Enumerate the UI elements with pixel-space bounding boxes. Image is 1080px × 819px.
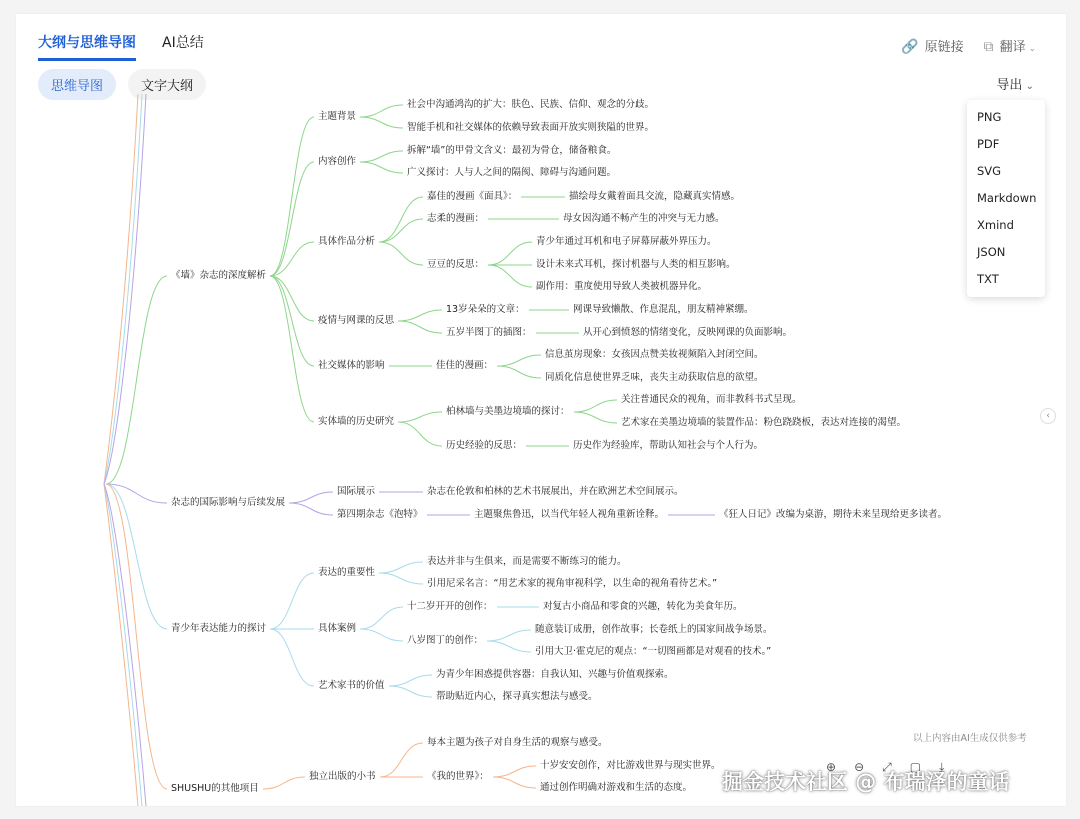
mindmap-node[interactable]: 具体作品分析 [318, 236, 376, 247]
mindmap-node[interactable]: 通过创作明确对游戏和生活的态度。 [540, 782, 693, 793]
mindmap-node[interactable]: 第四期杂志《泡特》 [337, 509, 423, 520]
mindmap-node[interactable]: 杂志在伦敦和柏林的艺术书展展出，并在欧洲艺术空间展示。 [427, 486, 684, 497]
mindmap-connector [289, 492, 333, 503]
mindmap-node[interactable]: 社会中沟通鸿沟的扩大：肤色、民族、信仰、观念的分歧。 [407, 99, 655, 110]
mindmap-node[interactable]: 广义探讨：人与人之间的隔阂、障碍与沟通问题。 [407, 167, 617, 178]
mindmap-node[interactable]: 艺术家在美墨边境墙的装置作品：粉色跷跷板，表达对连接的渴望。 [621, 417, 907, 428]
mindmap-node[interactable]: 嘉佳的漫画《面具》： [427, 191, 518, 202]
mindmap-connector [379, 562, 423, 573]
mindmap-connector [497, 366, 541, 378]
tab-outline-mindmap[interactable]: 大纲与思维导图 [38, 32, 136, 61]
mindmap-connector [270, 276, 314, 321]
mindmap-node[interactable]: 引用大卫·霍克尼的观点：“一切图画都是对观看的技术。” [535, 646, 772, 657]
original-link-button[interactable]: 🔗 原链接 [901, 39, 964, 55]
chevron-down-icon: ⌄ [1025, 44, 1036, 54]
mindmap-connector [106, 484, 167, 629]
main-panel [16, 14, 1066, 806]
mindmap-connector [360, 629, 403, 641]
mindmap-connector [270, 276, 314, 366]
mindmap-node[interactable]: 描绘母女戴着面具交流，隐藏真实情感。 [569, 191, 741, 202]
mindmap-connector [493, 766, 536, 777]
mindmap-connector [380, 743, 423, 777]
mindmap-node[interactable]: 表达的重要性 [318, 567, 376, 578]
zoom-out-icon[interactable]: ⊖ [854, 760, 865, 774]
mindmap-connector [270, 117, 314, 276]
mindmap-connector [398, 310, 442, 321]
collapse-panel-icon[interactable]: ‹ [1040, 408, 1056, 424]
fit-icon[interactable]: ▢ [909, 760, 922, 774]
mindmap-node[interactable]: 佳佳的漫画： [436, 360, 494, 371]
export-button[interactable]: 导出 ⌄ [996, 78, 1034, 93]
mindmap-node[interactable]: 具体案例 [318, 623, 357, 634]
mindmap-node[interactable]: 艺术家书的价值 [318, 680, 385, 691]
mindmap-node[interactable]: 历史经验的反思： [446, 440, 523, 451]
mindmap-connector [379, 573, 423, 584]
mindmap-node[interactable]: 五岁半图丁的插图： [446, 327, 532, 338]
mindmap-canvas[interactable] [16, 14, 1066, 806]
mindmap-connector [398, 412, 442, 422]
mindmap-node[interactable]: 国际展示 [337, 486, 376, 497]
mindmap-connector [493, 777, 536, 788]
translate-icon: ⧉ [983, 39, 994, 55]
watermark: 掘金技术社区 @ 布瑞泽的童话 [722, 770, 1010, 794]
mindmap-node[interactable]: 主题背景 [318, 111, 357, 122]
fullscreen-icon[interactable]: ⤢ [882, 760, 892, 774]
translate-button[interactable]: ⧉ 翻译 ⌄ [983, 39, 1036, 55]
mindmap-node[interactable]: 十二岁开开的创作： [407, 601, 493, 612]
mindmap-node[interactable]: 表达并非与生俱来，而是需要不断练习的能力。 [427, 556, 627, 567]
mindmap-node[interactable]: 智能手机和社交媒体的依赖导致表面开放实则狭隘的世界。 [407, 122, 655, 133]
mindmap-node[interactable]: 每本主题为孩子对自身生活的观察与感受。 [427, 737, 608, 748]
mindmap-node[interactable]: 设计未来式耳机，探讨机器与人类的相互影响。 [536, 259, 736, 270]
mindmap-node[interactable]: 豆豆的反思： [427, 259, 485, 270]
export-option-xmind[interactable]: Xmind [977, 218, 1014, 232]
chevron-down-icon: ⌄ [1022, 81, 1034, 92]
mindmap-node[interactable]: 关注普通民众的视角，而非教科书式呈现。 [621, 394, 802, 405]
mindmap-connector [263, 777, 305, 789]
mindmap-connector [488, 242, 532, 265]
tab-mindmap[interactable]: 思维导图 [38, 69, 116, 100]
mindmap-connector [487, 630, 531, 641]
mindmap-connector [289, 503, 333, 515]
mindmap-node[interactable]: 八岁图丁的创作： [407, 635, 484, 646]
mindmap-node[interactable]: 杂志的国际影响与后续发展 [171, 497, 286, 508]
ai-disclaimer: 以上内容由AI生成仅供参考 [913, 733, 1027, 744]
mindmap-connector [487, 641, 531, 652]
mindmap-node[interactable]: 《我的世界》： [427, 771, 489, 782]
export-menu [967, 100, 1045, 297]
mindmap-node[interactable]: 为青少年困惑提供容器：自我认知、兴趣与价值观探索。 [436, 669, 674, 680]
mindmap-connector [360, 105, 403, 117]
mindmap-trunk-line [104, 94, 138, 806]
tab-ai-summary[interactable]: AI总结 [162, 35, 204, 51]
mindmap-node[interactable]: 主题聚焦鲁迅，以当代年轻人视角重新诠释。 [474, 509, 665, 520]
zoom-in-icon[interactable]: ⊕ [826, 760, 837, 774]
export-option-json[interactable]: JSON [977, 245, 1006, 259]
mindmap-node[interactable]: 《狂人日记》改编为桌游，期待未来呈现给更多读者。 [719, 509, 948, 520]
mindmap-node[interactable]: 13岁朵朵的文章： [446, 304, 525, 315]
mindmap-node[interactable]: 实体墙的历史研究 [318, 416, 395, 427]
mindmap-connector [106, 484, 167, 503]
mindmap-node[interactable]: 社交媒体的影响 [318, 360, 385, 371]
mindmap-node[interactable]: 同质化信息使世界乏味，丧失主动获取信息的欲望。 [545, 372, 764, 383]
mindmap-connector [488, 265, 532, 287]
mindmap-node[interactable]: 信息茧房现象：女孩因点赞美妆视频陷入封闭空间。 [545, 349, 764, 360]
mindmap-node[interactable]: 从开心到愤怒的情绪变化，反映网课的负面影响。 [583, 327, 793, 338]
tab-text-outline[interactable]: 文字大纲 [128, 69, 206, 100]
mindmap-node[interactable]: 十岁安安创作，对比游戏世界与现实世界。 [540, 760, 721, 771]
mindmap-node[interactable]: 疫情与网课的反思 [318, 315, 395, 326]
mindmap-node[interactable]: SHUSHU的其他项目 [171, 783, 259, 794]
mindmap-node[interactable]: 母女因沟通不畅产生的冲突与无力感。 [563, 213, 725, 224]
mindmap-node[interactable]: 内容创作 [318, 156, 357, 167]
download-icon[interactable]: ⤓ [939, 760, 945, 774]
mindmap-connector [389, 686, 432, 697]
mindmap-connector [574, 412, 617, 423]
mindmap-connector [360, 607, 403, 629]
mindmap-connector [379, 242, 423, 265]
mindmap-connector [106, 276, 167, 484]
mindmap-node[interactable]: 志柔的漫画： [427, 213, 485, 224]
export-option-svg[interactable]: SVG [977, 164, 1002, 178]
mindmap-node[interactable]: 对复古小商品和零食的兴趣，转化为美食年历。 [543, 601, 743, 612]
export-option-markdown[interactable]: Markdown [977, 191, 1037, 205]
mindmap-connector [497, 355, 541, 366]
mindmap-connector [379, 219, 423, 242]
export-option-txt[interactable]: TXT [977, 272, 999, 286]
mindmap-connector [389, 675, 432, 686]
mindmap-node[interactable]: 柏林墙与美墨边境墙的探讨： [446, 406, 570, 417]
mindmap-node[interactable]: 历史作为经验库，帮助认知社会与个人行为。 [573, 440, 764, 451]
link-icon: 🔗 [901, 39, 919, 55]
mindmap-connector [270, 573, 314, 629]
mindmap-node[interactable]: 随意装订成册，创作故事；长卷纸上的国家间战争场景。 [535, 624, 773, 635]
mindmap-node[interactable]: 网课导致懒散、作息混乱，朋友精神紧绷。 [573, 304, 754, 315]
mindmap-node[interactable]: 拆解“墙”的甲骨文含义：最初为骨仓，储备粮食。 [407, 145, 617, 156]
mindmap-node[interactable]: 青少年通过耳机和电子屏幕屏蔽外界压力。 [536, 236, 717, 247]
mindmap-connector [398, 422, 442, 446]
mindmap-connector [360, 117, 403, 128]
mindmap-connector [574, 400, 617, 412]
mindmap-connector [270, 629, 314, 686]
mindmap-node[interactable]: 引用尼采名言：“用艺术家的视角审视科学，以生命的视角看待艺术。” [427, 578, 718, 589]
mindmap-connector [398, 321, 442, 333]
mindmap-connector [360, 162, 403, 173]
mindmap-node[interactable]: 青少年表达能力的探讨 [171, 623, 267, 634]
mindmap-node[interactable]: 副作用：重度使用导致人类被机器异化。 [536, 281, 708, 292]
export-option-pdf[interactable]: PDF [977, 137, 1000, 151]
mindmap-node[interactable]: 独立出版的小书 [309, 771, 376, 782]
export-option-png[interactable]: PNG [977, 110, 1002, 124]
mindmap-node[interactable]: 帮助贴近内心，探寻真实想法与感受。 [436, 691, 598, 702]
mindmap-connector [360, 151, 403, 162]
mindmap-node[interactable]: 《墙》杂志的深度解析 [171, 270, 267, 281]
